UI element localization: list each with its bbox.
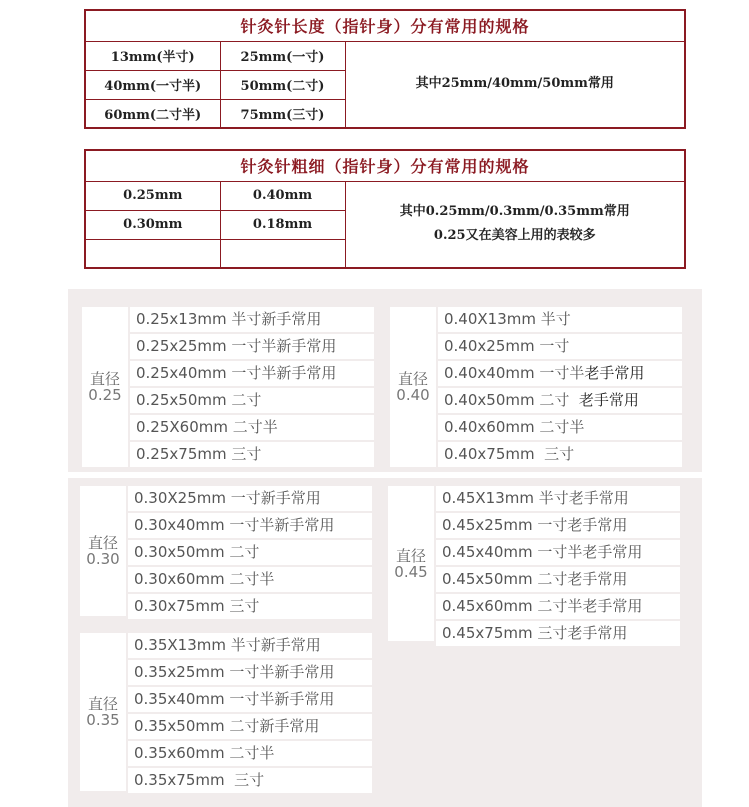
- length-cell: 25mm(一寸): [220, 41, 345, 70]
- spec-row: 0.30x50mm 二寸: [128, 540, 372, 565]
- spec-row: 0.35x75mm 三寸: [128, 768, 372, 793]
- diameter-value: 0.45: [394, 562, 428, 581]
- spec-row: 0.45x50mm 二寸老手常用: [436, 567, 680, 592]
- thickness-cell: 0.25mm: [85, 181, 220, 210]
- spec-extra: 老手常用: [584, 364, 645, 382]
- diameter-group-040: [390, 307, 682, 467]
- thickness-table-note: [345, 181, 685, 268]
- spec-row: 0.25x75mm 三寸: [130, 442, 374, 467]
- spec-row: 0.35x60mm 二寸半: [128, 741, 372, 766]
- spec-text: 0.40x60mm 二寸半: [444, 418, 585, 436]
- spec-row: [438, 415, 682, 440]
- diameter-label: [388, 486, 434, 641]
- length-cell: 40mm(一寸半): [85, 70, 220, 99]
- diameter-group-035: [80, 633, 372, 793]
- diameter-value: 0.35: [86, 711, 120, 729]
- spec-text: 0.40x40mm 一寸半: [444, 364, 585, 382]
- spec-row: 0.25X60mm 二寸半: [130, 415, 374, 440]
- spec-row: 0.30X25mm 一寸新手常用: [128, 486, 372, 511]
- spec-row: 0.45x60mm 二寸半老手常用: [436, 594, 680, 619]
- length-table-title: 针灸针长度（指针身）分有常用的规格: [85, 10, 685, 41]
- diameter-word: 直径: [87, 695, 118, 713]
- spec-row: 0.25x13mm 半寸新手常用: [130, 307, 374, 332]
- diameter-label: [80, 633, 126, 791]
- length-table-note: 其中25mm/40mm/50mm常用: [345, 41, 685, 128]
- diameter-word: 直径: [87, 534, 118, 552]
- spec-row: 0.35X13mm 半寸新手常用: [128, 633, 372, 658]
- diameter-group-025: [82, 307, 374, 467]
- spec-text: 0.40x25mm 一寸: [444, 337, 570, 355]
- diameter-label: [82, 307, 128, 467]
- spec-row: 0.45x40mm 一寸半老手常用: [436, 540, 680, 565]
- spec-text: 0.40X13mm 半寸: [444, 310, 571, 328]
- thickness-cell: [220, 239, 345, 268]
- thickness-cell: 0.18mm: [220, 210, 345, 239]
- spec-row: 0.30x40mm 一寸半新手常用: [128, 513, 372, 538]
- spec-row: [438, 361, 682, 386]
- diameter-group-045: [388, 486, 680, 646]
- diameter-value: 0.25: [88, 386, 122, 404]
- spec-row: [438, 307, 682, 332]
- diameter-label: [390, 307, 436, 467]
- spec-row: 0.45x25mm 一寸老手常用: [436, 513, 680, 538]
- spec-row: 0.25x25mm 一寸半新手常用: [130, 334, 374, 359]
- spec-row: 0.45X13mm 半寸老手常用: [436, 486, 680, 511]
- length-cell: 13mm(半寸): [85, 41, 220, 70]
- thickness-cell: [85, 239, 220, 268]
- spec-row: 0.35x25mm 一寸半新手常用: [128, 660, 372, 685]
- spec-row: 0.25x50mm 二寸: [130, 388, 374, 413]
- thickness-note-line: 0.25又在美容上用的表较多: [433, 228, 596, 244]
- spec-row: [438, 442, 682, 467]
- spec-row: 0.45x75mm 三寸老手常用: [436, 621, 680, 646]
- diameter-word: 直径: [395, 546, 426, 565]
- spec-row: [438, 388, 682, 413]
- spec-row: [438, 334, 682, 359]
- diameter-label: [80, 486, 126, 616]
- spec-row: 0.30x75mm 三寸: [128, 594, 372, 619]
- diameter-value: 0.40: [396, 386, 430, 404]
- length-cell: 50mm(二寸): [220, 70, 345, 99]
- diameter-group-030: [80, 486, 372, 619]
- diameter-word: 直径: [89, 370, 120, 388]
- spec-row: 0.35x40mm 一寸半新手常用: [128, 687, 372, 712]
- diameter-value: 0.30: [86, 550, 120, 568]
- spec-row: 0.30x60mm 二寸半: [128, 567, 372, 592]
- spec-text: 0.40x75mm 三寸: [444, 445, 575, 463]
- spec-row: 0.25x40mm 一寸半新手常用: [130, 361, 374, 386]
- spec-extra: 老手常用: [574, 391, 639, 409]
- spec-row: 0.35x50mm 二寸新手常用: [128, 714, 372, 739]
- thickness-cell: 0.40mm: [220, 181, 345, 210]
- thickness-cell: 0.30mm: [85, 210, 220, 239]
- thickness-table-title: 针灸针粗细（指针身）分有常用的规格: [85, 150, 685, 181]
- diameter-word: 直径: [397, 370, 428, 388]
- needle-length-table: [84, 9, 686, 129]
- needle-thickness-table: [84, 149, 686, 269]
- length-cell: 60mm(二寸半): [85, 99, 220, 128]
- spec-text: 0.40x50mm 二寸: [444, 391, 575, 409]
- length-cell: 75mm(三寸): [220, 99, 345, 128]
- thickness-note-line: 其中0.25mm/0.3mm/0.35mm常用: [399, 204, 630, 220]
